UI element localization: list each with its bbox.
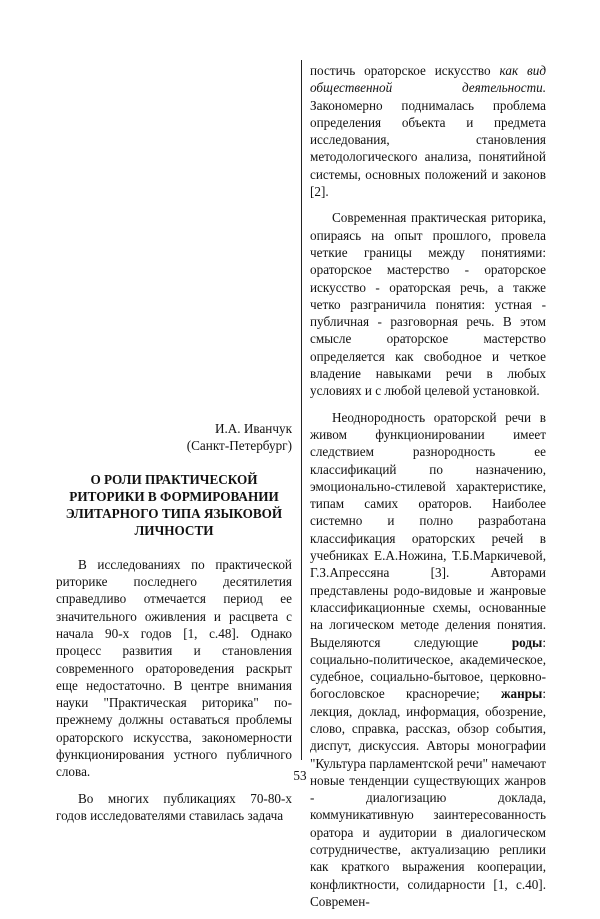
right-paragraph-3: [310, 409, 546, 911]
author-city: (Санкт-Петербург): [186, 438, 292, 454]
right-paragraph-1-italic: как вид общественной деятельности.: [310, 63, 546, 96]
right-paragraph-3-text-a: Неоднородность ораторской речи в живом функционировании имеет следствием разнородность ее классификаций по назначению, эмоционально-стилевой характеристике, типам самих ораторов. Наиболее системно и полно разработана классификация ораторских речей в учебниках Е.А.Ножина, Т.Б.Маркичевой, Г.З.Апрессяна [3]. Авторами представлены родо-видовые и жанровые классификационные схемы, основанные на логическом методе деления понятия. Выделяются следующие: [310, 409, 546, 650]
right-paragraph-2: Современная практическая риторика, опираясь на опыт прошлого, провела четкие границы между понятиями: ораторское мастерство - ораторское искусство - ораторская речь, а также четко разграничила понятия: устная - публичная - разговорная речь. В этом смысле ораторское мастерство определяется как свободное и четкое владение навыками речи в любых условиях и с любой целевой установкой.: [310, 210, 546, 399]
article-title: О РОЛИ ПРАКТИЧЕСКОЙ РИТОРИКИ В ФОРМИРОВАНИИ ЭЛИТАРНОГО ТИПА ЯЗЫКОВОЙ ЛИЧНОСТИ: [65, 471, 283, 539]
right-column: [310, 62, 546, 919]
left-paragraph-2: Во многих публикациях 70-80-х годов исследователями ставилась задача: [56, 790, 292, 823]
author-name: И.А. Иванчук: [214, 421, 292, 436]
right-paragraph-1: [310, 62, 546, 200]
term-zhanry: жанры: [500, 686, 543, 702]
right-paragraph-1-text-b: Закономерно поднималась проблема определения объекта и предмета исследования, становления методологического анализа, понятийной системы, основных положений и законов [2].: [310, 97, 546, 200]
page-number: 53: [293, 768, 307, 783]
right-paragraph-3-text-c: : лекция, доклад, информация, обозрение, слово, справка, рассказ, обзор события, диспут, дискуссия. Авторы монографии "Культура парламентской речи" намечают новые тенденции существующих жанров - диалогизацию доклада, коммуникативную заинтересованность оратора и аудитории в диалогическом сотрудничестве, актуализацию реплики как краткого выражения кооперации, конфликтности, солидарности [1, с.40]. Современ-: [310, 686, 546, 909]
term-rody: роды: [511, 634, 543, 650]
right-paragraph-3-text-b: : социально-политическое, академическое, судебное, социально-бытовое, церковно-богословское красноречие;: [310, 634, 546, 702]
column-divider: [301, 60, 302, 760]
right-paragraph-1-text-a: постичь ораторское искусство: [310, 63, 500, 78]
left-paragraph-1: В исследованиях по практической риторике последнего десятилетия справедливо отмечается период ее значительного оживления и расцвета с начала 90-х годов [1, с.48]. Однако процесс развития и становления современного оратороведения раскрыт еще недостаточно. В центре внимания науки "Практическая риторика" по-прежнему должны оставаться проблемы ораторского искусства, закономерности функционирования устного публичного слова.: [56, 556, 292, 780]
